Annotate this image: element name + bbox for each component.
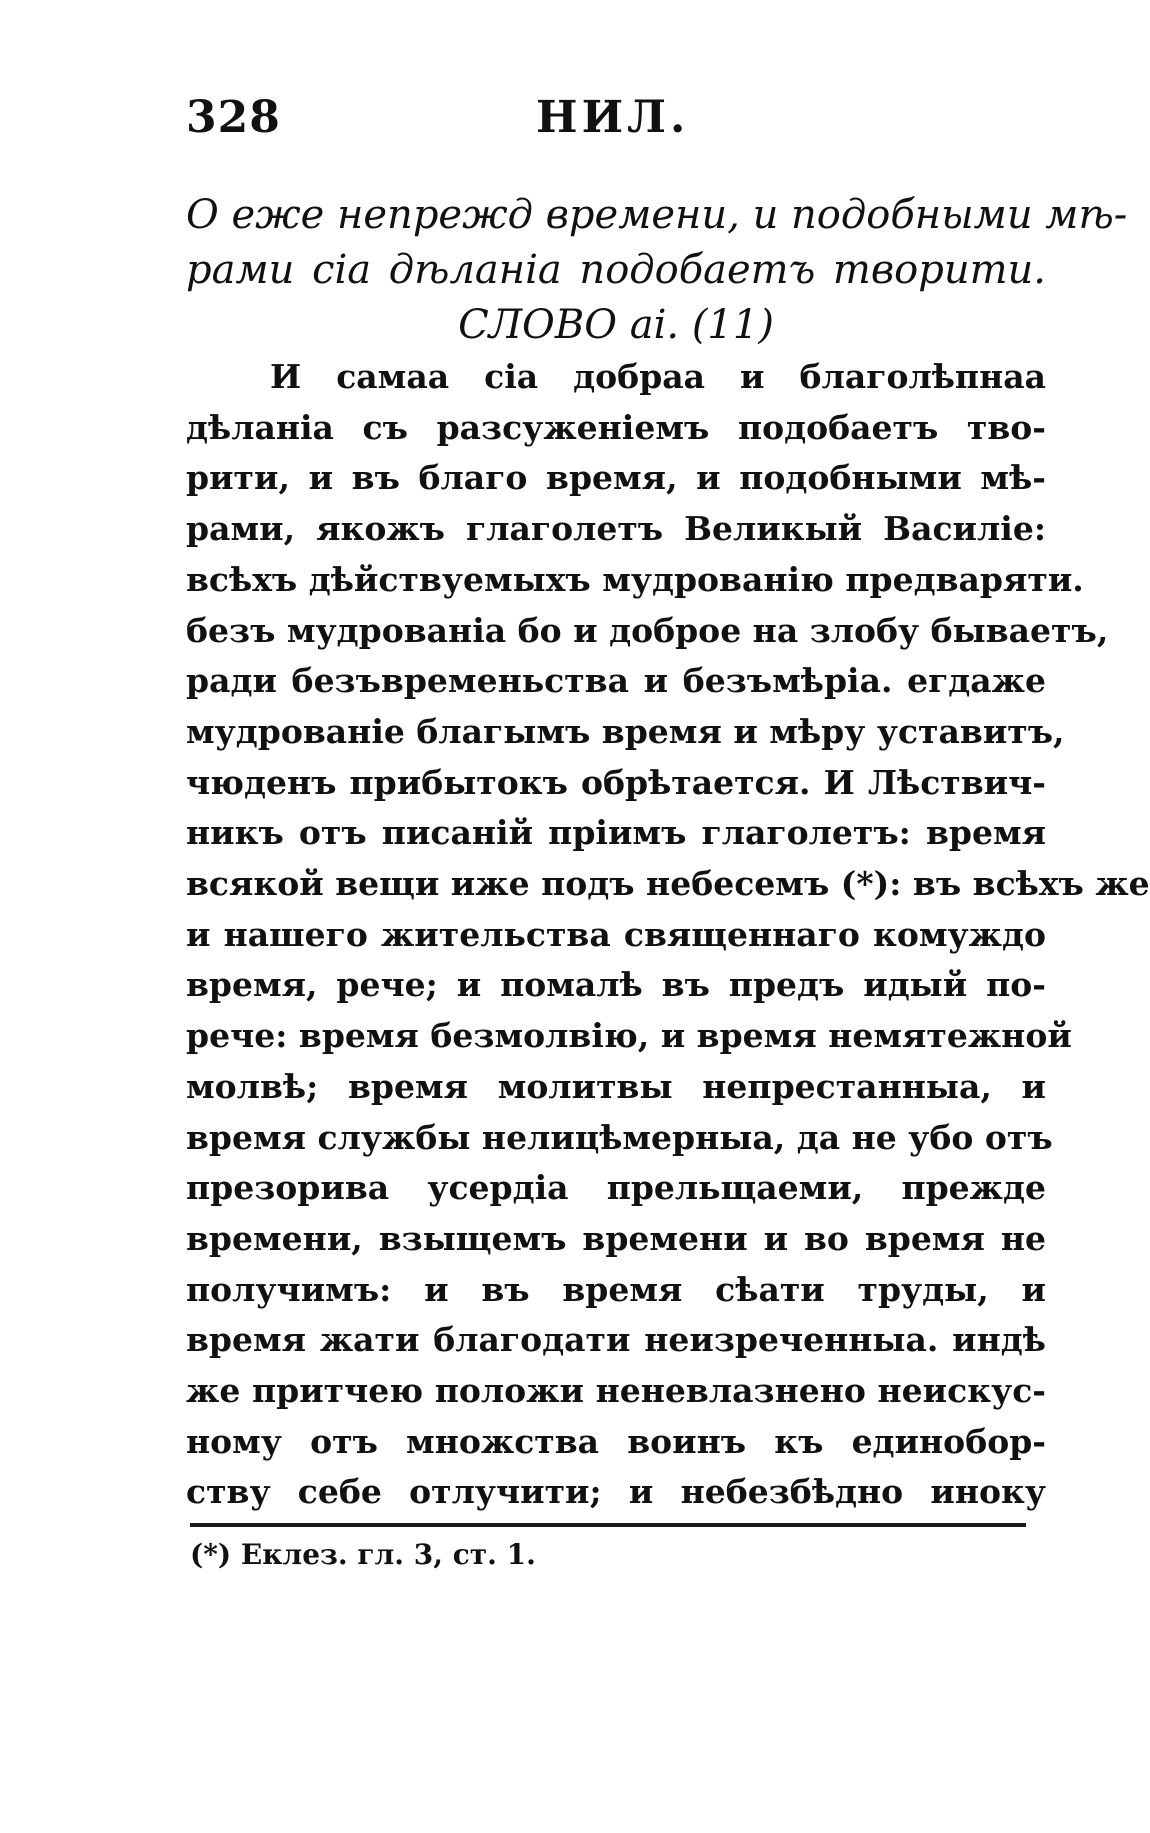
text-line: рити, и въ благо время, и подобными мѣ- [186,458,1046,498]
text-line: молвѣ; время молитвы непрестанныа, и [186,1066,1046,1106]
running-head [186,92,1046,152]
text-line: ради безъвременьства и безъмѣріа. егдаже [186,661,1046,701]
text-line: И самаа сіа добраа и благолѣпнаа [270,357,1046,396]
chapter-title: СЛОВО аі. (11) [458,302,774,348]
text-line: время, рече; и помалѣ въ предъ идый по- [186,965,1046,1005]
text-line: время жати благодати неизреченныа. индѣ [186,1320,1046,1360]
text-line: времени, взыщемъ времени и во время не [186,1218,1046,1258]
text-line: презорива усердіа прельщаеми, прежде [186,1168,1046,1208]
heading-line: О еже непрежд времени, и подобными мѣ- [186,192,1128,238]
text-line: время службы нелицѣмерныа, да не убо отъ [186,1117,1053,1157]
text-line: ному отъ множства воинъ къ единобор- [186,1421,1046,1461]
text-line: всѣхъ дѣйствуемыхъ мудрованію предваряти. [186,559,1084,599]
page-number: 328 [186,92,281,143]
text-line: получимъ: и въ время сѣати труды, и [186,1269,1046,1309]
text-line: ству себе отлучити; и небезбѣдно иноку [186,1472,1046,1512]
text-line: всякой вещи иже подъ небесемъ (*): въ всѣхъ же [186,864,1150,904]
text-line: мудрованіе благымъ время и мѣру уставитъ, [186,711,1065,751]
running-title: НИЛ. [536,92,690,143]
chapter-heading [186,188,1128,353]
text-line: рече: время безмолвію, и время немятежной [186,1016,1072,1056]
heading-line: рами сіа дѣланіа подобаетъ творити. [186,247,1046,293]
text-line: дѣланіа съ разсуженіемъ подобаетъ тво- [186,407,1046,447]
body-text [186,352,1150,1518]
text-line: чюденъ прибытокъ обрѣтается. И Лѣствич- [186,762,1046,802]
text-line: безъ мудрованіа бо и доброе на злобу бываетъ, [186,610,1109,650]
footnote-rule [190,1523,1026,1527]
text-line: же притчею положи неневлазнено неискус- [186,1371,1046,1411]
footnote: (*) Еклез. гл. 3, ст. 1. [190,1538,536,1571]
text-line: и нашего жительства священнаго комуждо [186,914,1046,954]
text-line: рами, якожъ глаголетъ Великый Василіе: [186,509,1046,549]
text-line: никъ отъ писаній пріимъ глаголетъ: время [186,813,1046,853]
